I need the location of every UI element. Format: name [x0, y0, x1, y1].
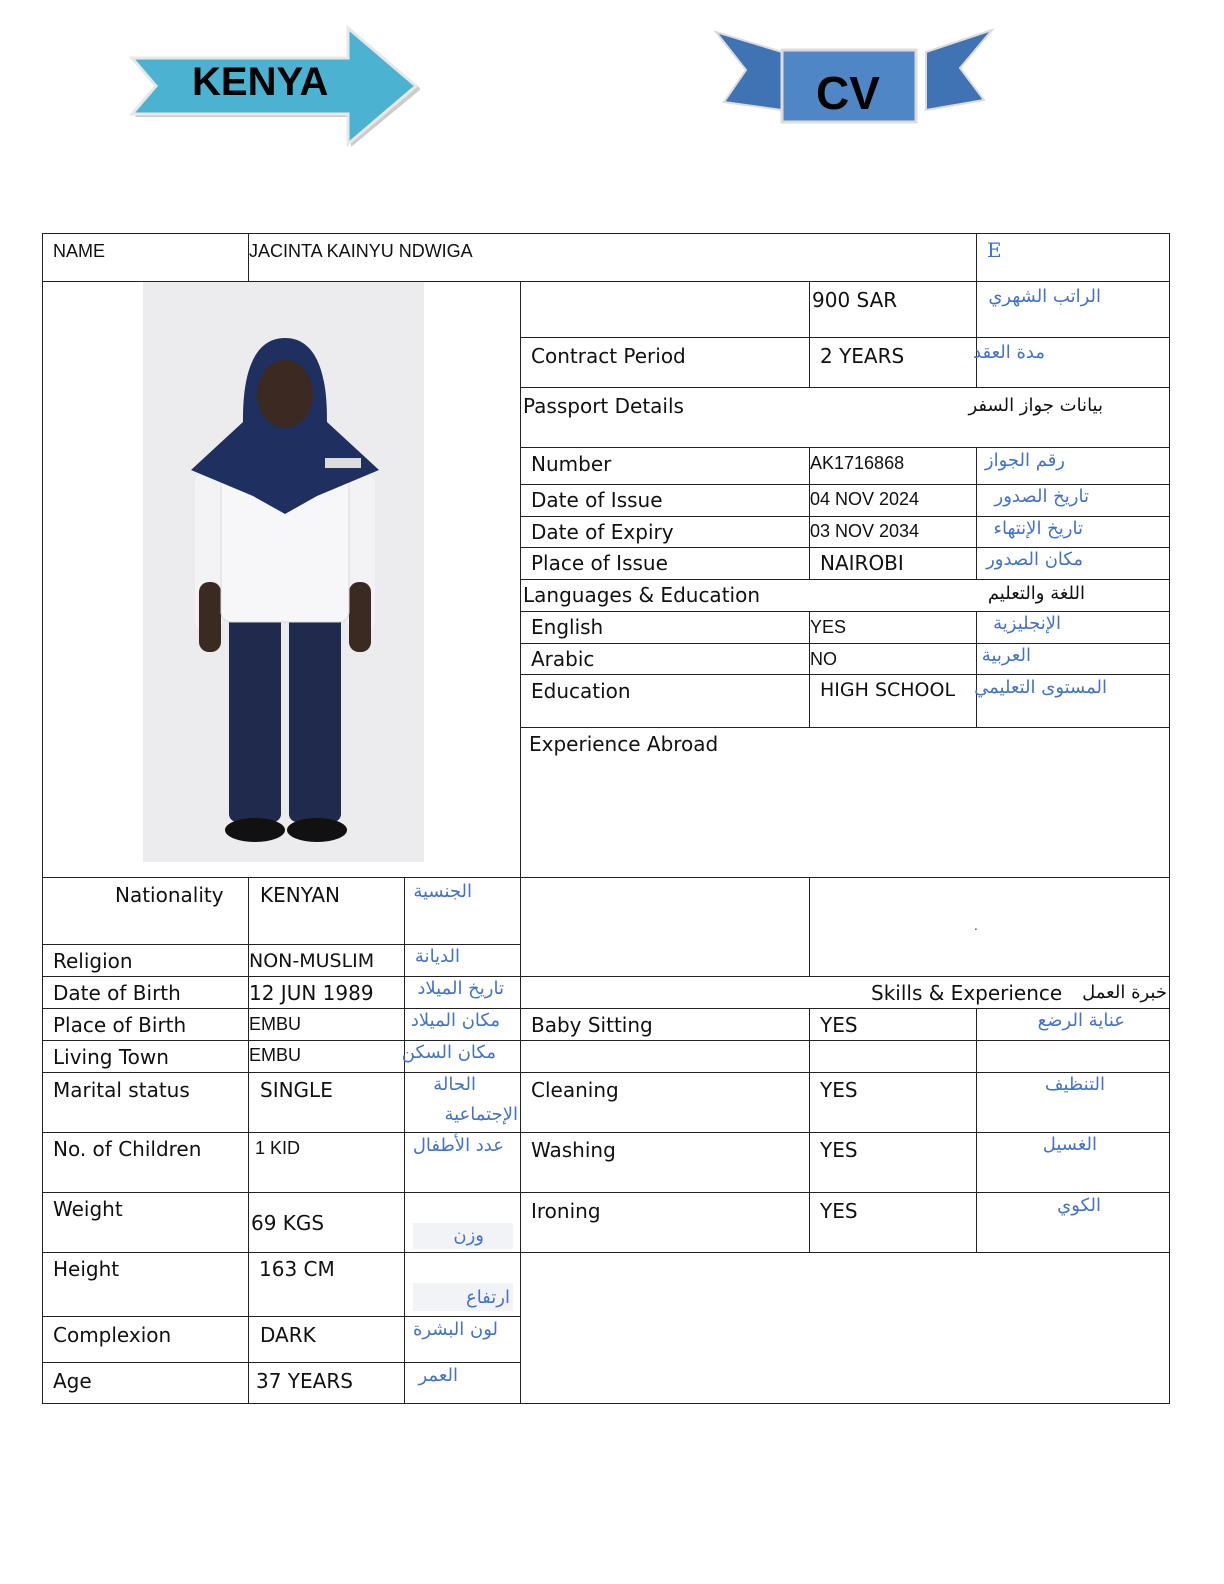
blank-cell-b	[809, 877, 1170, 977]
complexion-value-cell	[248, 1316, 405, 1363]
passport-number-label-cell	[520, 447, 810, 485]
religion-ar: الديانة	[414, 946, 460, 967]
expiry-value: 03 NOV 2034	[810, 521, 920, 541]
passport-number-label: Number	[531, 452, 612, 476]
nationality-ar: الجنسية	[413, 881, 472, 902]
issue-ar: تاريخ الصدور	[994, 486, 1089, 507]
english-label-cell	[520, 611, 810, 644]
passport-heading: Passport Details	[523, 394, 684, 418]
salary-ar-cell	[976, 281, 1170, 338]
height-value-cell	[248, 1252, 405, 1317]
marital-value: SINGLE	[260, 1078, 333, 1102]
english-value: YES	[810, 617, 847, 637]
place-issue-value: NAIROBI	[820, 551, 904, 575]
expiry-label-cell	[520, 516, 810, 548]
nationality-label-cell	[42, 877, 249, 945]
baby-label-cell	[520, 1008, 810, 1041]
ironing-label-cell	[520, 1192, 810, 1253]
washing-ar-cell	[976, 1132, 1170, 1193]
marital-ar-2: الإجتماعية	[444, 1104, 518, 1125]
weight-value: 69 KGS	[251, 1211, 325, 1235]
passport-number-value: AK1716868	[810, 453, 905, 473]
passport-number-ar-cell	[976, 447, 1170, 485]
candidate-photo	[143, 282, 424, 862]
arabic-label-cell	[520, 643, 810, 675]
place-issue-label: Place of Issue	[531, 551, 668, 575]
passport-heading-cell	[520, 387, 1170, 448]
children-value: 1 KID	[255, 1138, 301, 1158]
name-value: JACINTA KAINYU NDWIGA	[249, 241, 473, 261]
salary-ar: الراتب الشهري	[988, 286, 1101, 307]
stray-dot: .	[974, 919, 978, 933]
passport-number-ar: رقم الجواز	[984, 450, 1065, 471]
nationality-value: KENYAN	[260, 883, 341, 907]
complexion-ar-cell	[404, 1316, 521, 1363]
experience-abroad-cell	[520, 727, 1170, 878]
marital-ar-1: الحالة	[433, 1074, 476, 1095]
age-value-cell	[248, 1362, 405, 1404]
washing-value-cell	[809, 1132, 977, 1193]
washing-ar: الغسيل	[1042, 1134, 1097, 1155]
height-label-cell	[42, 1252, 249, 1317]
height-ar: ارتفاع	[465, 1287, 510, 1308]
dob-value-cell	[248, 976, 405, 1009]
baby-label: Baby Sitting	[531, 1013, 653, 1037]
name-code-cell	[976, 233, 1170, 282]
english-ar-cell	[976, 611, 1170, 644]
town-value-cell	[248, 1040, 405, 1073]
contract-ar-cell	[973, 337, 1170, 388]
baby-ar: عناية الرضع	[1037, 1010, 1125, 1031]
weight-label: Weight	[53, 1197, 123, 1221]
issue-value: 04 NOV 2024	[810, 489, 920, 509]
complexion-ar: لون البشرة	[412, 1319, 498, 1340]
weight-value-cell	[248, 1192, 405, 1253]
children-ar-cell	[404, 1132, 521, 1193]
passport-number-value-cell	[809, 447, 977, 485]
ironing-value: YES	[820, 1199, 858, 1223]
contract-value: 2 YEARS	[820, 344, 905, 368]
english-ar: الإنجليزية	[993, 613, 1061, 634]
education-label-cell	[520, 674, 810, 728]
place-issue-value-cell	[809, 547, 977, 580]
complexion-label-cell	[42, 1316, 249, 1363]
town-value: EMBU	[249, 1045, 302, 1065]
passport-heading-ar: بيانات جواز السفر	[968, 395, 1103, 416]
skills-empty-b	[809, 1040, 977, 1073]
dob-value: 12 JUN 1989	[249, 981, 374, 1005]
name-code: E	[987, 238, 1002, 262]
ironing-label: Ironing	[531, 1199, 601, 1223]
baby-ar-cell	[976, 1008, 1170, 1041]
baby-value-cell	[809, 1008, 977, 1041]
religion-value: NON-MUSLIM	[249, 950, 375, 972]
town-label: Living Town	[53, 1045, 169, 1069]
cleaning-label: Cleaning	[531, 1078, 619, 1102]
education-ar: المستوى التعليمي	[974, 677, 1107, 698]
marital-value-cell	[248, 1072, 405, 1133]
complexion-value: DARK	[260, 1323, 316, 1347]
town-ar: مكان السكن	[401, 1042, 496, 1063]
religion-label-cell	[42, 944, 249, 977]
baby-value: YES	[820, 1013, 858, 1037]
name-value-cell	[248, 233, 977, 282]
salary-blank-cell	[520, 281, 810, 338]
washing-value: YES	[820, 1138, 858, 1162]
children-label: No. of Children	[53, 1137, 202, 1161]
ironing-value-cell	[809, 1192, 977, 1253]
age-label-cell	[42, 1362, 249, 1404]
languages-heading: Languages & Education	[523, 583, 761, 607]
person-photo-icon	[143, 282, 424, 862]
weight-label-cell	[42, 1192, 249, 1253]
arabic-value-cell	[809, 643, 977, 675]
ironing-ar-cell	[976, 1192, 1170, 1253]
pob-label: Place of Birth	[53, 1013, 187, 1037]
pob-ar-cell	[404, 1008, 521, 1041]
cleaning-ar: التنظيف	[1044, 1074, 1105, 1095]
english-value-cell	[809, 611, 977, 644]
english-label: English	[531, 615, 604, 639]
pob-label-cell	[42, 1008, 249, 1041]
pob-value-cell	[248, 1008, 405, 1041]
name-label: NAME	[53, 241, 106, 261]
washing-label: Washing	[531, 1138, 616, 1162]
education-value-cell	[809, 674, 977, 728]
issue-ar-cell	[976, 484, 1170, 517]
nationality-label: Nationality	[115, 883, 224, 907]
salary-value-cell	[809, 281, 977, 338]
marital-label-cell	[42, 1072, 249, 1133]
skills-heading: Skills & Experience	[871, 981, 1063, 1005]
cv-title: CV	[816, 67, 880, 119]
contract-label-cell	[520, 337, 810, 388]
cleaning-ar-cell	[976, 1072, 1170, 1133]
expiry-label: Date of Expiry	[531, 520, 674, 544]
religion-ar-cell	[404, 944, 521, 977]
name-label-cell	[42, 233, 249, 282]
age-ar: العمر	[418, 1365, 458, 1386]
expiry-value-cell	[809, 516, 977, 548]
height-label: Height	[53, 1257, 120, 1281]
skills-empty-a	[520, 1040, 810, 1073]
town-ar-cell	[401, 1040, 521, 1073]
salary-value: 900 SAR	[812, 288, 898, 312]
washing-label-cell	[520, 1132, 810, 1193]
cleaning-value: YES	[820, 1078, 858, 1102]
cv-ribbon-banner	[712, 26, 996, 136]
bottom-blank-cell	[520, 1252, 1170, 1404]
nationality-value-cell	[248, 877, 405, 945]
arabic-ar: العربية	[981, 645, 1031, 666]
religion-label: Religion	[53, 949, 133, 973]
children-label-cell	[42, 1132, 249, 1193]
height-value: 163 CM	[259, 1257, 335, 1281]
issue-label: Date of Issue	[531, 488, 663, 512]
place-issue-ar-cell	[976, 547, 1170, 580]
dob-label-cell	[42, 976, 249, 1009]
ironing-ar: الكوي	[1057, 1195, 1101, 1216]
skills-empty-c	[976, 1040, 1170, 1073]
age-label: Age	[53, 1369, 92, 1393]
kenya-arrow-banner	[128, 24, 420, 148]
contract-ar: مدة العقد	[973, 342, 1045, 363]
country-title: KENYA	[192, 60, 329, 104]
height-ar-cell	[404, 1252, 521, 1317]
cleaning-value-cell	[809, 1072, 977, 1133]
place-issue-ar: مكان الصدور	[986, 549, 1083, 570]
marital-label: Marital status	[53, 1078, 190, 1102]
skills-heading-cell	[520, 976, 1170, 1009]
languages-heading-ar: اللغة والتعليم	[987, 583, 1085, 604]
pob-ar: مكان الميلاد	[410, 1010, 500, 1031]
complexion-label: Complexion	[53, 1323, 172, 1347]
skills-heading-ar: خبرة العمل	[1082, 982, 1167, 1003]
age-value: 37 YEARS	[256, 1369, 353, 1393]
arabic-value: NO	[810, 649, 837, 669]
religion-value-cell	[248, 944, 405, 977]
issue-label-cell	[520, 484, 810, 517]
age-ar-cell	[404, 1362, 521, 1404]
weight-ar: وزن	[453, 1225, 484, 1246]
contract-value-cell	[809, 337, 977, 388]
experience-abroad-label: Experience Abroad	[529, 732, 719, 756]
expiry-ar-cell	[976, 516, 1170, 548]
place-issue-label-cell	[520, 547, 810, 580]
nationality-ar-cell	[404, 877, 521, 945]
photo-cell	[42, 281, 521, 878]
pob-value: EMBU	[249, 1014, 302, 1034]
dob-ar-cell	[404, 976, 521, 1009]
weight-ar-cell	[404, 1192, 521, 1253]
arabic-label: Arabic	[531, 647, 595, 671]
education-label: Education	[531, 679, 631, 703]
education-value: HIGH SCHOOL	[820, 679, 956, 701]
expiry-ar: تاريخ الإنتهاء	[993, 518, 1083, 539]
arabic-ar-cell	[976, 643, 1170, 675]
town-label-cell	[42, 1040, 249, 1073]
blank-cell-a	[520, 877, 810, 977]
children-ar: عدد الأطفال	[412, 1135, 504, 1156]
dob-ar: تاريخ الميلاد	[417, 978, 504, 999]
languages-heading-cell	[520, 579, 1170, 612]
education-ar-cell	[976, 674, 1170, 728]
cleaning-label-cell	[520, 1072, 810, 1133]
children-value-cell	[248, 1132, 405, 1193]
contract-label: Contract Period	[531, 344, 686, 368]
marital-ar-cell	[404, 1072, 521, 1133]
issue-value-cell	[809, 484, 977, 517]
dob-label: Date of Birth	[53, 981, 181, 1005]
